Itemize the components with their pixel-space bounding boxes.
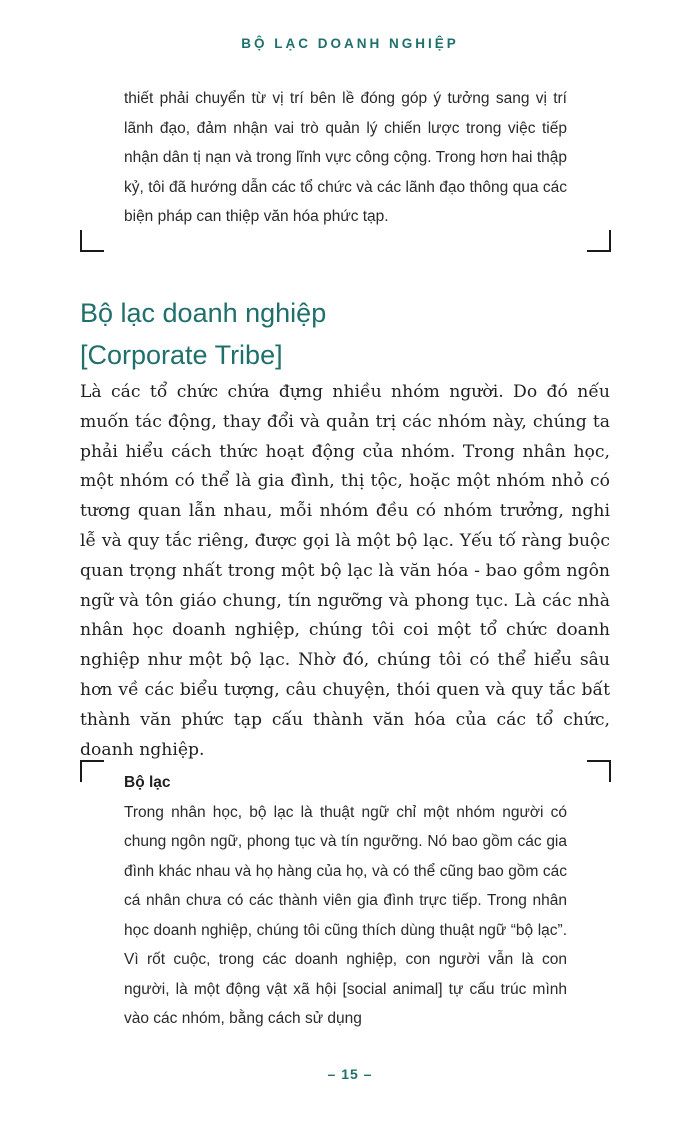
box-corner-top-right <box>587 760 611 782</box>
top-box-text: thiết phải chuyển từ vị trí bên lề đóng góp ý tưởng sang vị trí lãnh đạo, đảm nhận vai trò quản lý chiến lược trong việc tiếp nhận dân tị nạn và trong lĩnh vực công cộng. Trong hơn hai thập kỷ, tôi đã hướng dẫn các tổ chức và các lãnh đạo thông qua các biện pháp can thiệp văn hóa phức tạp. <box>124 90 567 225</box>
definition-box <box>124 768 567 1034</box>
section-title <box>80 292 326 376</box>
section-title-line-1: Bộ lạc doanh nghiệp <box>80 298 327 328</box>
definition-text: Trong nhân học, bộ lạc là thuật ngữ chỉ một nhóm người có chung ngôn ngữ, phong tục và tín ngưỡng. Nó bao gồm các gia đình khác nhau và họ hàng của họ, và có thể cũng bao gồm các cá nhân chưa có các thành viên gia đình trực tiếp. Trong nhân học doanh nghiệp, chúng tôi cũng thích dùng thuật ngữ “bộ lạc”. Vì rốt cuộc, trong các doanh nghiệp, con người vẫn là con người, là một động vật xã hội [social animal] tự cấu trúc mình vào các nhóm, bằng cách sử dụng <box>124 803 567 1027</box>
box-corner-bottom-left <box>80 230 104 252</box>
running-header-title: BỘ LẠC DOANH NGHIỆP <box>241 36 459 51</box>
page-number: – 15 – <box>327 1066 373 1082</box>
box-corner-bottom-right <box>587 230 611 252</box>
section-body-paragraph: Là các tổ chức chứa đựng nhiều nhóm người. Do đó nếu muốn tác động, thay đổi và quản trị các nhóm này, chúng ta phải hiểu cách thức hoạt động của nhóm. Trong nhân học, một nhóm có thể là gia đình, thị tộc, hoặc một nhóm nhỏ có tương quan lẫn nhau, mỗi nhóm đều có nhóm trưởng, nghi lễ và quy tắc riêng, được gọi là một bộ lạc. Yếu tố ràng buộc quan trọng nhất trong một bộ lạc là văn hóa - bao gồm ngôn ngữ và tôn giáo chung, tín ngưỡng và phong tục. Là các nhà nhân học doanh nghiệp, chúng tôi coi một tổ chức doanh nghiệp như một bộ lạc. Nhờ đó, chúng tôi có thể hiểu sâu hơn về các biểu tượng, câu chuyện, thói quen và quy tắc bất thành văn phức tạp cấu thành văn hóa của các tổ chức, doanh nghiệp. <box>80 382 610 760</box>
section-title-line-2: [Corporate Tribe] <box>80 340 283 370</box>
definition-heading: Bộ lạc <box>124 774 171 791</box>
box-corner-top-left <box>80 760 104 782</box>
